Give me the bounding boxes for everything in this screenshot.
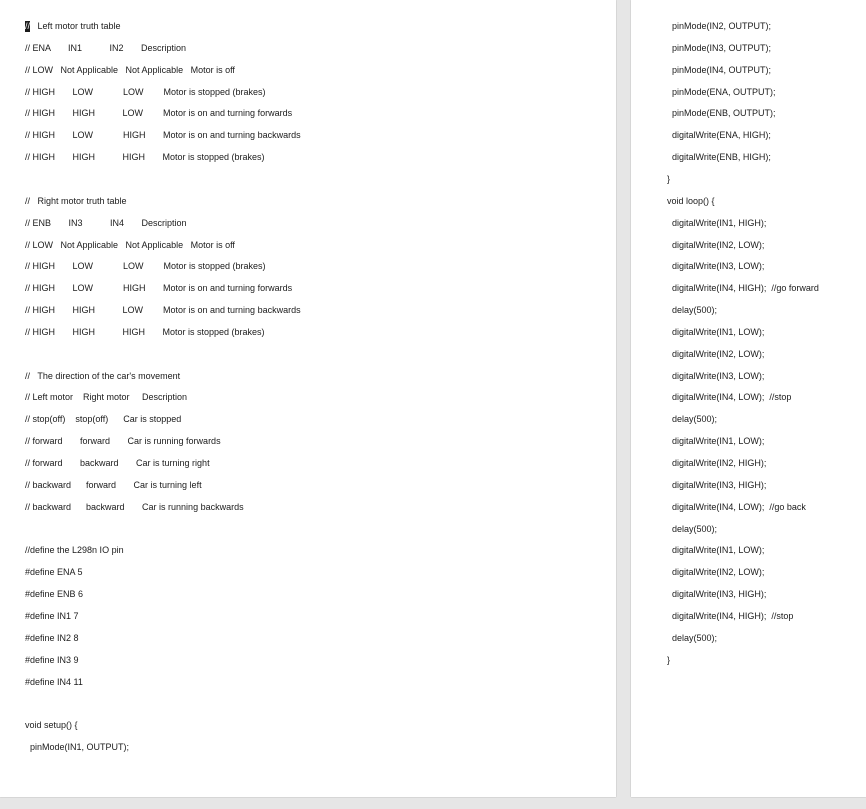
document-line[interactable]: void loop() { (667, 195, 715, 206)
document-line[interactable]: } (667, 654, 671, 665)
document-line[interactable]: // HIGH HIGH LOW Motor is on and turning backwards (25, 305, 301, 316)
document-line[interactable]: // HIGH LOW HIGH Motor is on and turning forwards (25, 283, 293, 294)
document-line[interactable]: digitalWrite(ENB, HIGH); (667, 152, 771, 163)
document-line[interactable]: digitalWrite(IN4, HIGH); //stop (667, 610, 794, 621)
document-page-right[interactable] (631, 0, 866, 797)
document-line[interactable]: // ENB IN3 IN4 Description (25, 217, 187, 228)
document-line[interactable]: digitalWrite(IN1, LOW); (667, 326, 765, 337)
document-line[interactable]: // backward backward Car is running backwards (25, 501, 244, 512)
document-line[interactable] (25, 21, 121, 32)
document-line[interactable]: digitalWrite(IN1, HIGH); (667, 217, 767, 228)
document-line[interactable]: // forward forward Car is running forwards (25, 436, 221, 447)
document-line[interactable]: // LOW Not Applicable Not Applicable Motor is off (25, 239, 235, 250)
document-line[interactable]: pinMode(ENA, OUTPUT); (667, 86, 776, 97)
document-line[interactable]: // backward forward Car is turning left (25, 479, 202, 490)
document-line[interactable]: void setup() { (25, 720, 78, 731)
document-line[interactable]: pinMode(IN4, OUTPUT); (667, 64, 772, 75)
document-line[interactable]: #define IN2 8 (25, 632, 79, 643)
document-line[interactable]: pinMode(ENB, OUTPUT); (667, 108, 776, 119)
document-line[interactable]: digitalWrite(ENA, HIGH); (667, 130, 771, 141)
document-line[interactable]: pinMode(IN3, OUTPUT); (667, 42, 772, 53)
document-line[interactable]: // Left motor Right motor Description (25, 392, 188, 403)
document-line[interactable]: #define ENA 5 (25, 567, 83, 578)
document-line[interactable]: // HIGH HIGH LOW Motor is on and turning forwards (25, 108, 293, 119)
document-line[interactable]: #define IN1 7 (25, 610, 79, 621)
document-line[interactable]: // LOW Not Applicable Not Applicable Motor is off (25, 64, 235, 75)
document-line[interactable]: digitalWrite(IN2, LOW); (667, 567, 765, 578)
document-line[interactable]: digitalWrite(IN4, LOW); //go back (667, 501, 806, 512)
document-line[interactable]: } (667, 173, 671, 184)
document-line[interactable]: digitalWrite(IN3, LOW); (667, 261, 765, 272)
document-line[interactable]: digitalWrite(IN3, HIGH); (667, 589, 767, 600)
document-line[interactable]: digitalWrite(IN4, LOW); //stop (667, 392, 792, 403)
document-line[interactable]: digitalWrite(IN3, LOW); (667, 370, 765, 381)
document-line[interactable]: digitalWrite(IN2, HIGH); (667, 458, 767, 468)
document-line[interactable]: delay(500); (667, 523, 718, 534)
document-line[interactable]: digitalWrite(IN1, LOW); (667, 436, 765, 447)
document-line[interactable]: digitalWrite(IN3, HIGH); (667, 479, 767, 490)
document-line[interactable]: digitalWrite(IN1, LOW); (667, 545, 765, 556)
document-line[interactable]: digitalWrite(IN2, LOW); (667, 348, 765, 359)
document-line[interactable]: // The direction of the car's movement (25, 370, 181, 381)
document-line[interactable]: digitalWrite(IN2, LOW); (667, 239, 765, 250)
document-line[interactable]: // HIGH LOW HIGH Motor is on and turning backwards (25, 130, 301, 141)
document-line[interactable]: //define the L298n IO pin (25, 545, 124, 556)
document-line[interactable]: // Right motor truth table (25, 195, 127, 206)
document-line[interactable]: // stop(off) stop(off) Car is stopped (25, 414, 182, 425)
text-selection-highlight: // (25, 21, 31, 31)
document-line[interactable]: delay(500); (667, 632, 718, 643)
document-line[interactable]: pinMode(IN2, OUTPUT); (667, 21, 772, 31)
document-line[interactable]: // forward backward Car is turning right (25, 458, 210, 468)
document-line[interactable]: // HIGH HIGH HIGH Motor is stopped (brakes) (25, 326, 265, 337)
document-line[interactable]: // HIGH LOW LOW Motor is stopped (brakes) (25, 86, 266, 97)
document-line[interactable]: delay(500); (667, 305, 718, 316)
document-line[interactable]: digitalWrite(IN4, HIGH); //go forward (667, 283, 819, 294)
document-line[interactable]: #define IN4 11 (25, 676, 83, 687)
document-line[interactable]: // ENA IN1 IN2 Description (25, 42, 187, 53)
document-line[interactable]: #define ENB 6 (25, 589, 84, 600)
document-line-text: Left motor truth table (30, 21, 121, 31)
document-line[interactable]: // HIGH HIGH HIGH Motor is stopped (brakes) (25, 152, 265, 163)
document-line[interactable]: delay(500); (667, 414, 718, 425)
document-line[interactable]: #define IN3 9 (25, 654, 79, 665)
document-line[interactable]: pinMode(IN1, OUTPUT); (25, 742, 130, 753)
document-line[interactable]: // HIGH LOW LOW Motor is stopped (brakes) (25, 261, 266, 272)
